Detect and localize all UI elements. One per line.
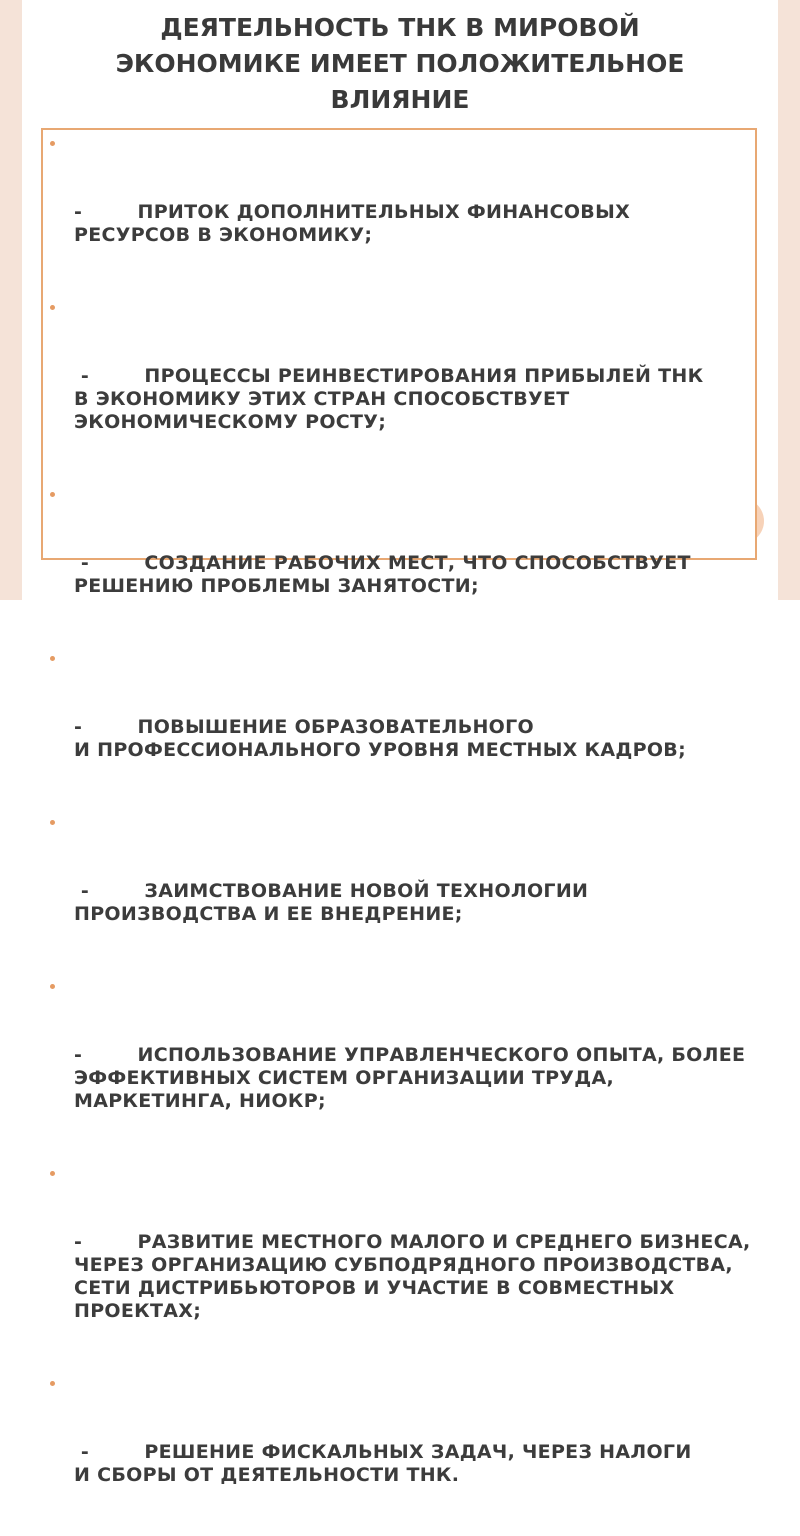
list-item-text: - СОЗДАНИЕ РАБОЧИХ МЕСТ, ЧТО СПОСОБСТВУЕТ РЕШЕНИЮ ПРОБЛЕМЫ ЗАНЯТОСТИ; xyxy=(74,552,691,597)
bullet-icon xyxy=(50,141,55,146)
right-decorative-stripe xyxy=(778,0,800,600)
bullet-icon xyxy=(50,656,55,661)
list-item-text: - ПОВЫШЕНИЕ ОБРАЗОВАТЕЛЬНОГО И ПРОФЕССИОНАЛЬНОГО УРОВНЯ МЕСТНЫХ КАДРОВ; xyxy=(74,716,686,761)
list-item-text: - РЕШЕНИЕ ФИСКАЛЬНЫХ ЗАДАЧ, ЧЕРЕЗ НАЛОГИ И СБОРЫ ОТ ДЕЯТЕЛЬНОСТИ ТНК. xyxy=(74,1441,692,1486)
title-line-3: ВЛИЯНИЕ xyxy=(330,85,470,114)
bullet-icon xyxy=(50,820,55,825)
list-item xyxy=(44,483,758,644)
list-item xyxy=(44,132,758,293)
bullet-icon xyxy=(50,1171,55,1176)
list-item-text: - ИСПОЛЬЗОВАНИЕ УПРАВЛЕНЧЕСКОГО ОПЫТА, БОЛЕЕ ЭФФЕКТИВНЫХ СИСТЕМ ОРГАНИЗАЦИИ ТРУДА, МАРКЕТИНГА, НИОКР; xyxy=(74,1044,746,1112)
left-decorative-stripe xyxy=(0,0,22,600)
list-item-text: - ПРОЦЕССЫ РЕИНВЕСТИРОВАНИЯ ПРИБЫЛЕЙ ТНК В ЭКОНОМИКУ ЭТИХ СТРАН СПОСОБСТВУЕТ ЭКОНОМИЧЕСКОМУ РОСТУ; xyxy=(74,365,704,433)
list-item xyxy=(44,296,758,480)
slide-title xyxy=(22,10,778,118)
bullet-list xyxy=(44,132,758,1536)
list-item xyxy=(44,1372,758,1533)
title-line-1: ДЕЯТЕЛЬНОСТЬ ТНК В МИРОВОЙ xyxy=(160,13,640,42)
list-item-text: - ПРИТОК ДОПОЛНИТЕЛЬНЫХ ФИНАНСОВЫХ РЕСУРСОВ В ЭКОНОМИКУ; xyxy=(74,201,631,246)
list-item-text: - ЗАИМСТВОВАНИЕ НОВОЙ ТЕХНОЛОГИИ ПРОИЗВОДСТВА И ЕЕ ВНЕДРЕНИЕ; xyxy=(74,880,589,925)
bullet-icon xyxy=(50,492,55,497)
title-line-2: ЭКОНОМИКЕ ИМЕЕТ ПОЛОЖИТЕЛЬНОЕ xyxy=(115,49,685,78)
list-item xyxy=(44,975,758,1159)
bullet-icon xyxy=(50,305,55,310)
list-item xyxy=(44,811,758,972)
bullet-icon xyxy=(50,1381,55,1386)
bullet-icon xyxy=(50,984,55,989)
list-item xyxy=(44,647,758,808)
list-item xyxy=(44,1162,758,1369)
list-item-text: - РАЗВИТИЕ МЕСТНОГО МАЛОГО И СРЕДНЕГО БИЗНЕСА, ЧЕРЕЗ ОРГАНИЗАЦИЮ СУБПОДРЯДНОГО ПРОИЗВОДСТВА, СЕТИ ДИСТРИБЬЮТОРОВ И УЧАСТИЕ В СОВМЕСТНЫХ ПРОЕКТАХ; xyxy=(74,1231,751,1322)
